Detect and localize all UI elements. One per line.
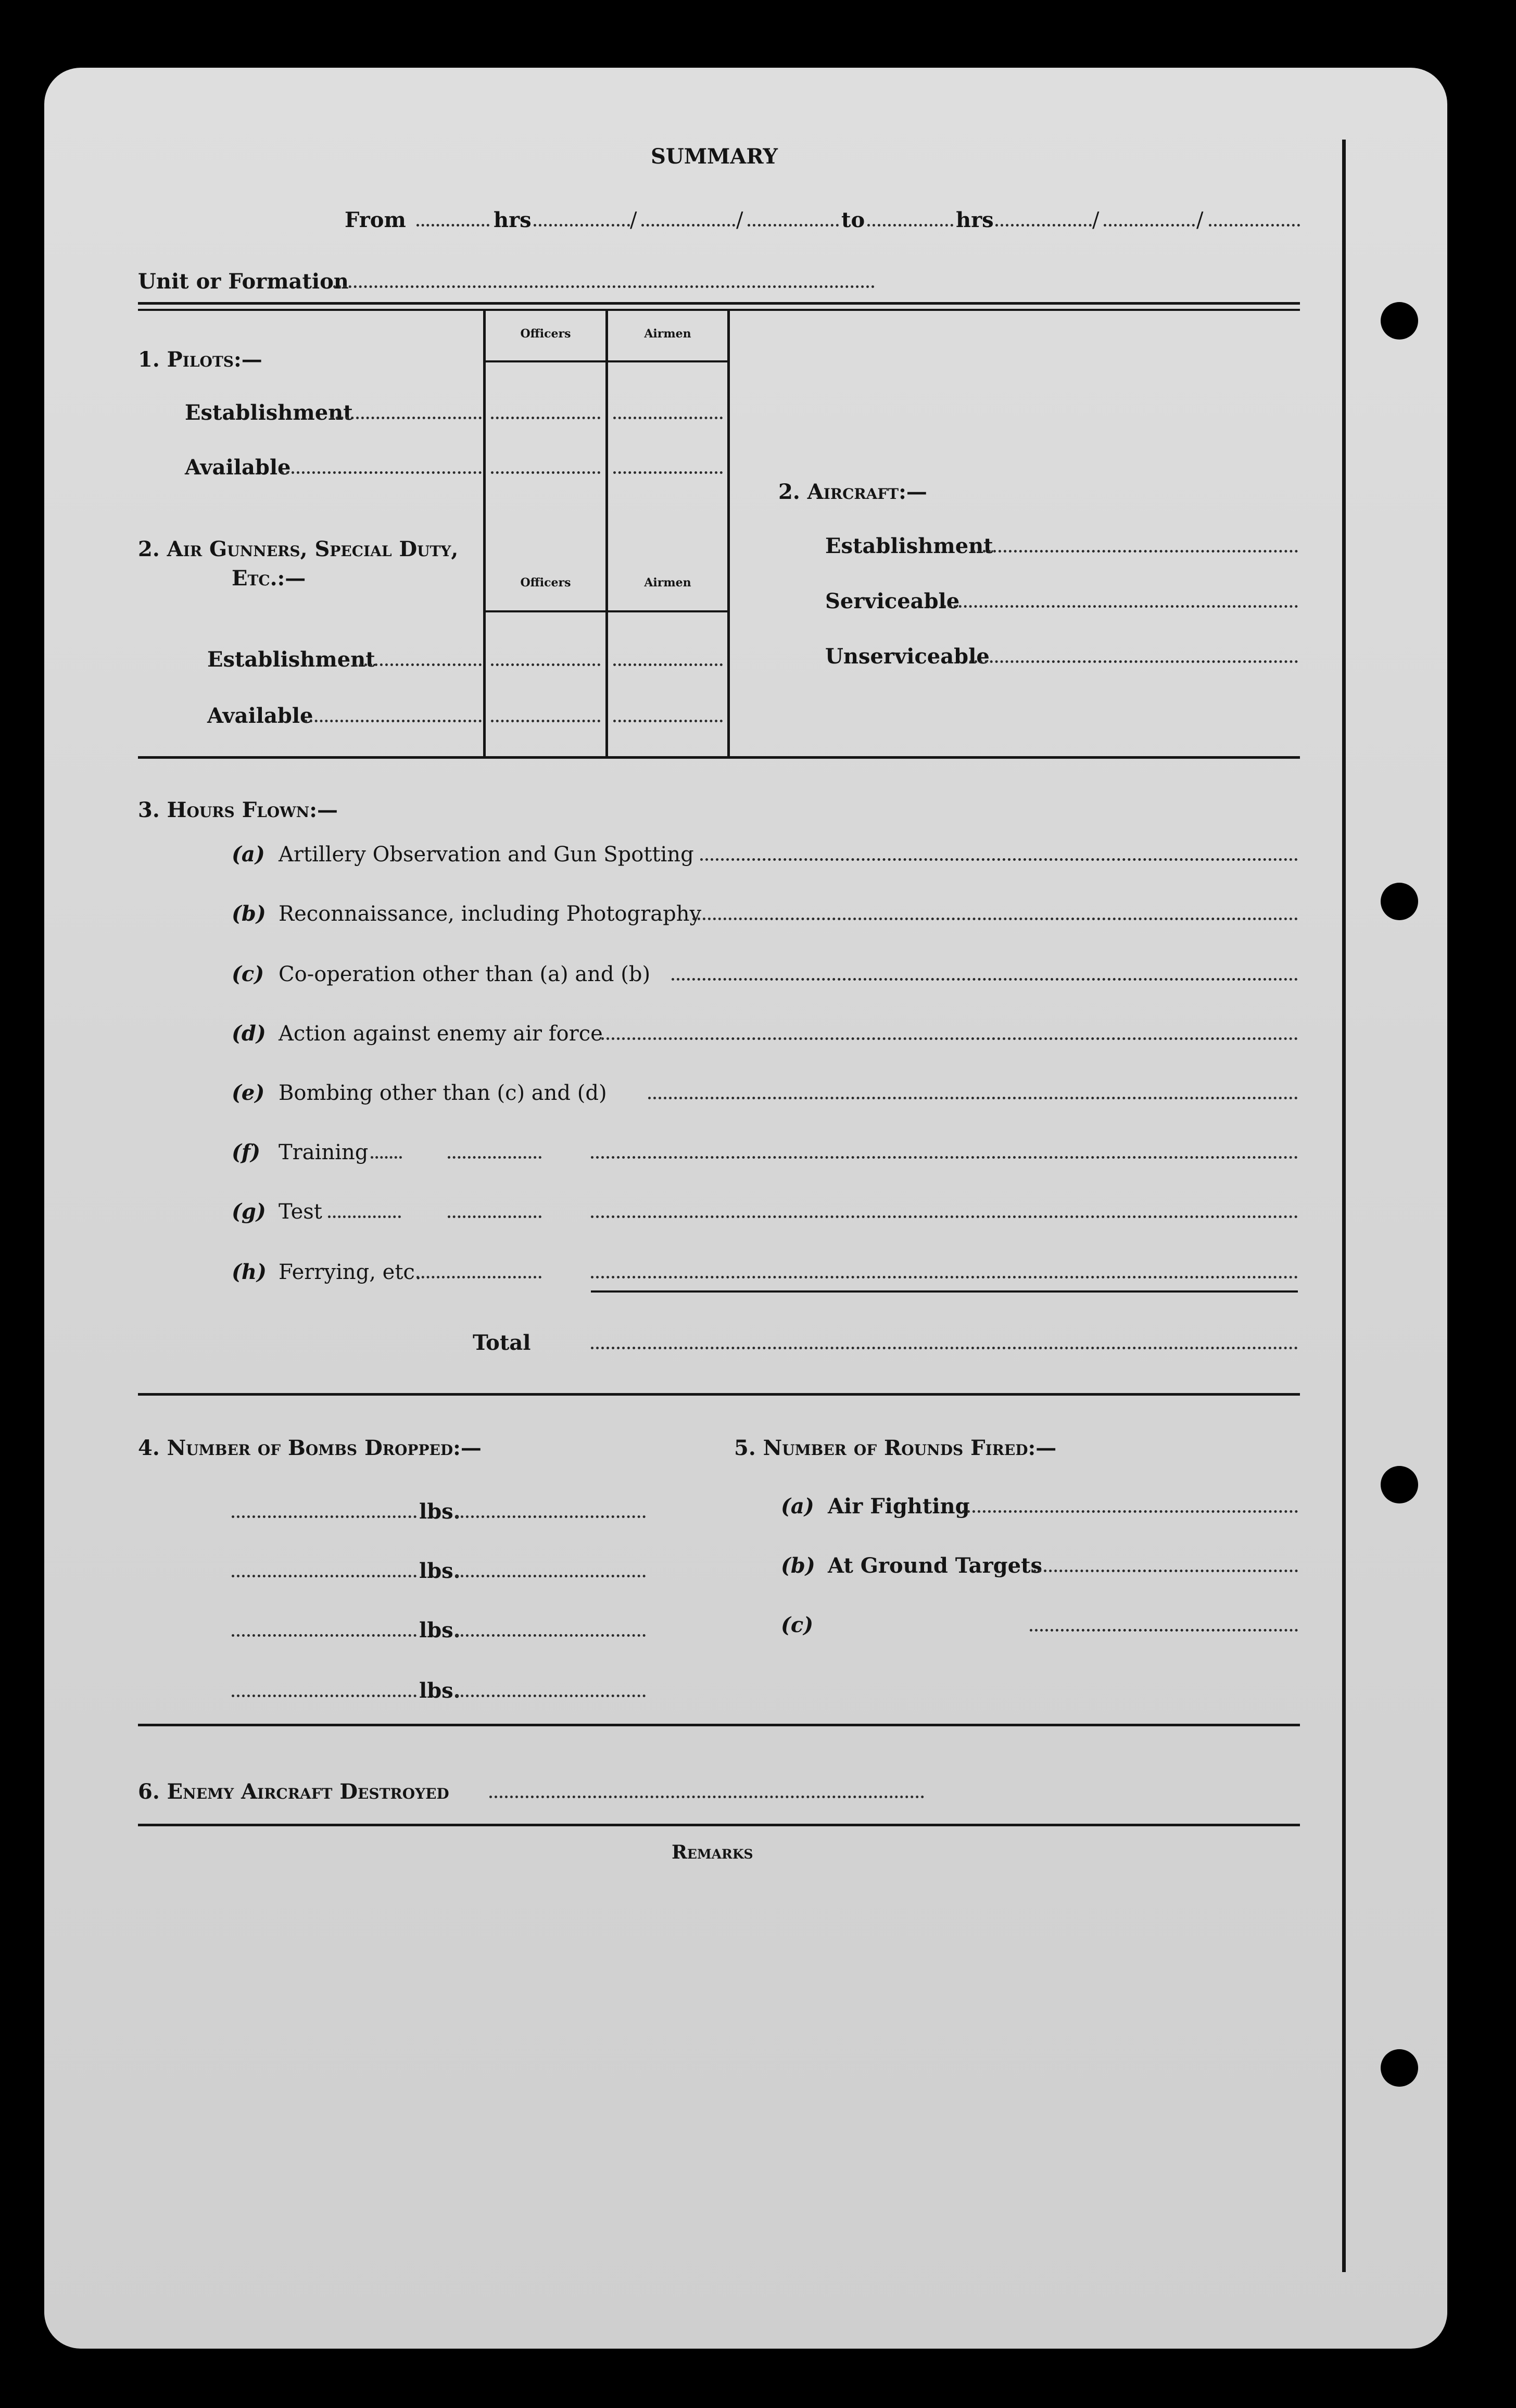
section-rule (138, 756, 1300, 759)
hours-d-label: Action against enemy air force (279, 1022, 603, 1046)
to-hrs-field[interactable] (995, 224, 1092, 227)
total-field[interactable] (591, 1347, 1298, 1349)
gunners-establishment-label: Establishment (207, 647, 375, 672)
from-year-field[interactable] (748, 224, 839, 227)
hours-b-label: Reconnaissance, including Photography (279, 902, 702, 926)
aircraft-unserviceable-label: Unserviceable (825, 644, 990, 669)
binder-hole (1381, 883, 1418, 920)
hours-f-label: Training (279, 1140, 369, 1164)
hours-flown-label: 3. Hours Flown:— (138, 798, 338, 822)
hours-g-label: Test (279, 1200, 322, 1224)
hours-g-letter: (g) (232, 1199, 266, 1224)
hours-c-label: Co-operation other than (a) and (b) (279, 962, 651, 986)
bombs-count-field-1[interactable] (232, 1515, 416, 1518)
header-rule (486, 610, 727, 612)
table-divider (483, 311, 486, 756)
slash: / (736, 208, 743, 232)
rounds-c-letter: (c) (781, 1613, 814, 1637)
to-year-field[interactable] (1209, 224, 1300, 227)
bombs-count-field-4[interactable] (232, 1695, 416, 1697)
officers-header-2: Officers (520, 576, 571, 590)
bombs-weight-field-3[interactable] (456, 1634, 646, 1637)
rounds-a-field[interactable] (962, 1510, 1298, 1513)
aircraft-establishment-label: Establishment (825, 534, 993, 558)
enemy-aircraft-label: 6. Enemy Aircraft Destroyed (138, 1779, 449, 1804)
hours-f-field[interactable] (371, 1156, 402, 1159)
section-rule (138, 1393, 1300, 1396)
pilots-establishment-officers[interactable] (491, 417, 600, 419)
aircraft-serviceable-field[interactable] (943, 605, 1298, 608)
air-gunners-label-2: Etc.:— (232, 566, 306, 591)
enemy-aircraft-field[interactable] (489, 1796, 924, 1798)
binder-hole (1381, 2049, 1418, 2087)
hours-c-letter: (c) (232, 962, 264, 986)
hours-f-field-2[interactable] (448, 1156, 541, 1159)
pilots-establishment-field[interactable] (331, 417, 482, 419)
hours-f-letter: (f) (232, 1140, 261, 1164)
gunners-available-field[interactable] (305, 720, 482, 722)
hours-e-letter: (e) (232, 1081, 265, 1105)
pilots-available-label: Available (185, 455, 291, 480)
from-month-field[interactable] (641, 224, 735, 227)
page-title: SUMMARY (651, 144, 778, 169)
table-divider (605, 311, 608, 756)
to-label: to (841, 208, 865, 232)
rounds-b-label: At Ground Targets (828, 1553, 1043, 1578)
gunners-establishment-officers[interactable] (491, 663, 600, 666)
total-rule (591, 1290, 1298, 1293)
gunners-available-officers[interactable] (491, 720, 600, 722)
hours-e-label: Bombing other than (c) and (d) (279, 1081, 607, 1105)
from-label: From (345, 208, 406, 232)
bombs-unit-label-1: lbs. (419, 1499, 461, 1524)
hours-b-field[interactable] (692, 918, 1298, 920)
hours-a-field[interactable] (700, 858, 1298, 861)
section-rule (138, 1824, 1300, 1826)
slash: / (1092, 208, 1100, 232)
bombs-unit-label-3: lbs. (419, 1618, 461, 1642)
rounds-a-letter: (a) (781, 1494, 814, 1519)
section-rule (138, 302, 1300, 305)
rounds-a-label: Air Fighting (828, 1494, 970, 1519)
total-label: Total (473, 1331, 531, 1355)
unit-field[interactable] (333, 285, 875, 288)
gunners-available-airmen[interactable] (613, 720, 723, 722)
slash: / (1196, 208, 1204, 232)
bombs-count-field-3[interactable] (232, 1634, 416, 1637)
pilots-label: 1. Pilots:— (138, 347, 262, 372)
bombs-weight-field-4[interactable] (456, 1695, 646, 1697)
binder-hole (1381, 1466, 1418, 1503)
hours-g-field-3[interactable] (591, 1215, 1298, 1218)
hours-g-field[interactable] (328, 1215, 401, 1218)
from-hrs-field[interactable] (534, 224, 630, 227)
unit-label: Unit or Formation (138, 269, 349, 294)
rounds-b-field[interactable] (1033, 1570, 1298, 1572)
to-date-field[interactable] (867, 224, 953, 227)
hours-d-letter: (d) (232, 1021, 266, 1046)
gunners-establishment-airmen[interactable] (613, 663, 723, 666)
gunners-available-label: Available (207, 704, 313, 728)
binder-hole (1381, 302, 1418, 340)
aircraft-serviceable-label: Serviceable (825, 589, 960, 613)
hrs-label-2: hrs (956, 208, 994, 232)
gunners-establishment-field[interactable] (354, 663, 482, 666)
bombs-count-field-2[interactable] (232, 1575, 416, 1577)
hours-a-label: Artillery Observation and Gun Spotting (279, 843, 694, 867)
header-rule (486, 360, 727, 362)
hours-g-field-2[interactable] (448, 1215, 541, 1218)
bombs-label: 4. Number of Bombs Dropped:— (138, 1436, 482, 1460)
hours-h-label: Ferrying, etc. (279, 1260, 422, 1284)
bombs-unit-label-4: lbs. (419, 1678, 461, 1703)
hours-c-field[interactable] (672, 978, 1298, 981)
rounds-b-letter: (b) (781, 1553, 815, 1578)
table-divider (727, 311, 730, 756)
hours-h-letter: (h) (232, 1260, 267, 1284)
hrs-label: hrs (494, 208, 532, 232)
pilots-establishment-label: Establishment (185, 400, 353, 425)
hours-b-letter: (b) (232, 901, 266, 926)
right-margin-line (1342, 140, 1346, 2272)
section-rule (138, 309, 1300, 311)
hours-e-field[interactable] (648, 1097, 1298, 1099)
hours-h-field-3[interactable] (591, 1276, 1298, 1278)
officers-header: Officers (520, 327, 571, 341)
hours-f-field-3[interactable] (591, 1156, 1298, 1159)
hours-a-letter: (a) (232, 842, 265, 867)
airmen-header-2: Airmen (644, 576, 691, 590)
bombs-unit-label-2: lbs. (419, 1559, 461, 1583)
hours-h-field[interactable] (416, 1276, 541, 1278)
rounds-label: 5. Number of Rounds Fired:— (734, 1436, 1057, 1460)
air-gunners-label: 2. Air Gunners, Special Duty, (138, 537, 459, 561)
to-month-field[interactable] (1104, 224, 1195, 227)
pilots-available-field[interactable] (281, 471, 482, 474)
section-rule (138, 1724, 1300, 1726)
bombs-weight-field-1[interactable] (456, 1515, 646, 1518)
airmen-header: Airmen (644, 327, 691, 341)
rounds-c-field[interactable] (1030, 1629, 1298, 1632)
aircraft-label: 2. Aircraft:— (778, 480, 927, 504)
pilots-available-airmen[interactable] (613, 471, 723, 474)
from-date-field[interactable] (416, 224, 489, 227)
aircraft-unserviceable-field[interactable] (969, 660, 1298, 663)
pilots-available-officers[interactable] (491, 471, 600, 474)
hours-d-field[interactable] (601, 1037, 1298, 1040)
remarks-label: Remarks (672, 1841, 753, 1863)
bombs-weight-field-2[interactable] (456, 1575, 646, 1577)
pilots-establishment-airmen[interactable] (613, 417, 723, 419)
aircraft-establishment-field[interactable] (972, 550, 1298, 553)
slash: / (630, 208, 637, 232)
